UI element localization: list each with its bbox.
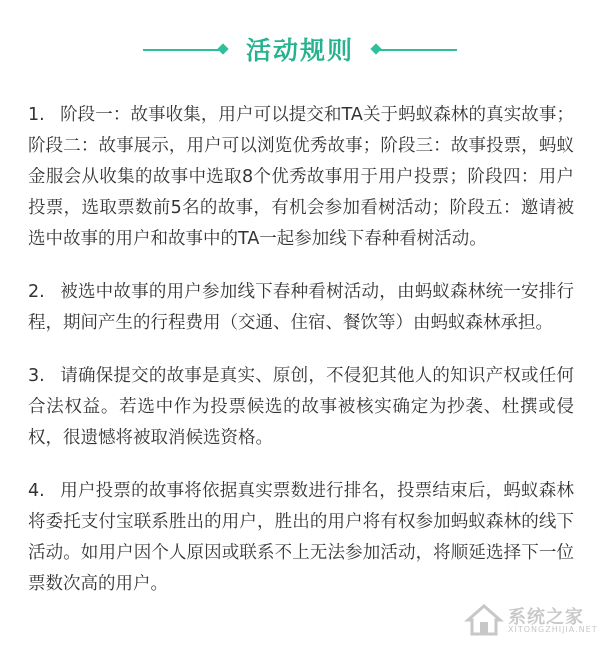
rule-item (28, 476, 574, 600)
rule-text: 阶段一：故事收集，用户可以提交和TA关于蚂蚁森林的真实故事；阶段二：故事展示，用户可以浏览优秀故事；阶段三：故事投票，蚂蚁金服会从收集的故事中选取8个优秀故事用于用户投票；阶段四：用户投票，选取票数前5名的故事，有机会参加看树活动；阶段五：邀请被选中故事的用户和故事中的TA一起参加线下春种看树活动。 (28, 105, 574, 249)
watermark-text: 系统之家 (508, 607, 584, 628)
rule-number: 4. (28, 481, 45, 501)
rule-number: 1. (28, 105, 45, 125)
rule-number: 2. (28, 282, 45, 302)
rule-item (28, 361, 574, 454)
title-divider-right (380, 49, 457, 51)
watermark-subtext: XITONGZHIJIA.NET (508, 625, 598, 634)
rule-text: 请确保提交的故事是真实、原创，不侵犯其他人的知识产权或任何合法权益。若选中作为投票候选的故事被核实确定为抄袭、杜撰或侵权，很遗憾将被取消候选资格。 (28, 366, 574, 448)
rule-text: 被选中故事的用户参加线下春种看树活动，由蚂蚁森林统一安排行程，期间产生的行程费用（交通、住宿、餐饮等）由蚂蚁森林承担。 (28, 282, 574, 333)
page-title: 活动规则 (245, 36, 354, 65)
house-logo-icon (464, 602, 504, 638)
rule-item (28, 277, 574, 339)
title-row (0, 28, 600, 72)
rule-text: 用户投票的故事将依据真实票数进行排名，投票结束后，蚂蚁森林将委托支付宝联系胜出的用户，胜出的用户将有权参加蚂蚁森林的线下活动。如用户因个人原因或联系不上无法参加活动，将顺延选择下一位票数次高的用户。 (28, 481, 574, 594)
rule-number: 3. (28, 366, 45, 386)
watermark-logo (462, 601, 598, 639)
rule-item (28, 100, 574, 255)
rules-list (28, 100, 574, 622)
